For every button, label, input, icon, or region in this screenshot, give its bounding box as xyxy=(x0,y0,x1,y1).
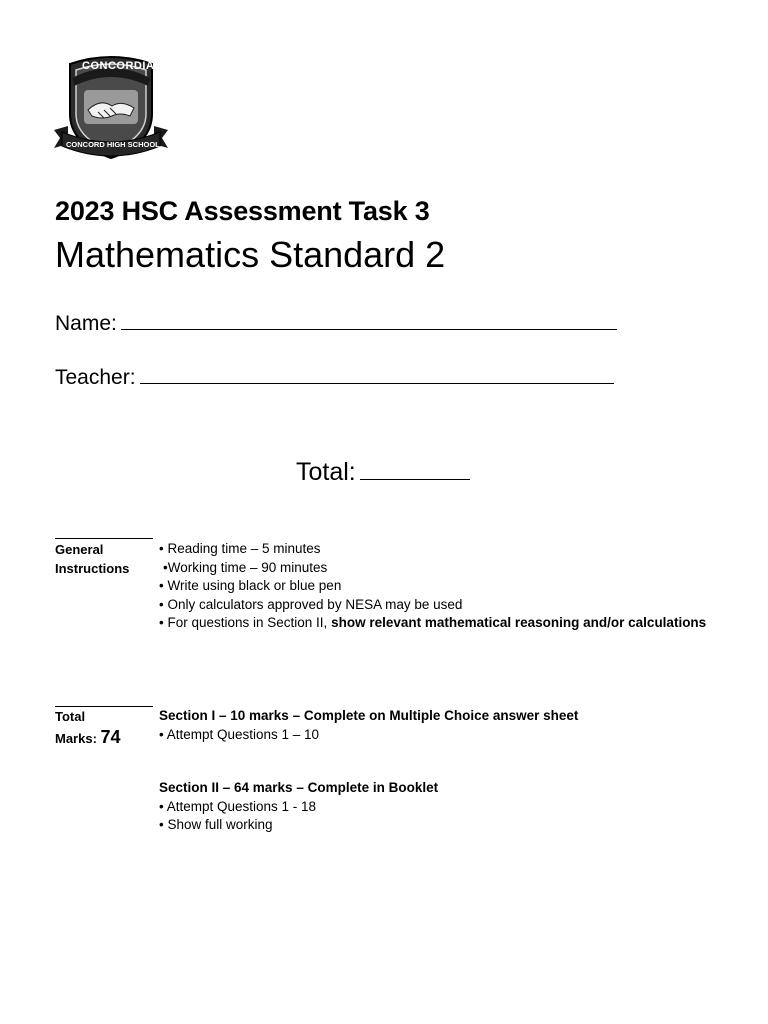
total-field[interactable] xyxy=(296,458,470,487)
section-2-item: • Attempt Questions 1 - 18 xyxy=(159,798,317,814)
instructions-rule xyxy=(55,538,153,539)
total-marks-label xyxy=(55,707,121,748)
instruction-item: •Working time – 90 minutes xyxy=(163,559,328,575)
instruction-item: • Reading time – 5 minutes xyxy=(159,541,321,556)
marks-label: Marks: xyxy=(55,731,97,746)
school-logo xyxy=(52,52,170,164)
general-label-line1: General xyxy=(55,542,104,557)
teacher-field[interactable] xyxy=(55,366,614,390)
name-line[interactable] xyxy=(121,328,617,330)
general-instructions-label xyxy=(55,540,129,578)
instruction-item: • Write using black or blue pen xyxy=(159,578,342,593)
task-title: 2023 HSC Assessment Task 3 xyxy=(55,196,430,226)
name-field[interactable] xyxy=(55,312,617,336)
teacher-label: Teacher: xyxy=(55,366,136,389)
total-marks-line1: Total xyxy=(55,709,86,724)
name-label: Name: xyxy=(55,312,117,335)
logo-top-text: CONCORDIA xyxy=(82,60,155,72)
total-marks-line2 xyxy=(55,728,121,748)
instruction-item: • Only calculators approved by NESA may be used xyxy=(159,596,463,612)
total-line[interactable] xyxy=(360,478,470,480)
teacher-line[interactable] xyxy=(140,382,614,384)
section-2-item: • Show full working xyxy=(159,817,273,832)
instruction-item xyxy=(159,614,706,633)
section-1-heading: Section I – 10 marks – Complete on Multiple Choice answer sheet xyxy=(159,708,579,723)
general-label-line2: Instructions xyxy=(55,561,130,576)
section-2-block xyxy=(159,779,438,835)
logo-bottom-text: CONCORD HIGH SCHOOL xyxy=(66,140,160,149)
general-instructions-list xyxy=(159,540,706,633)
instruction-item-bold: show relevant mathematical reasoning and/or calculations xyxy=(331,615,707,630)
total-label: Total: xyxy=(296,458,356,486)
section-2-heading: Section II – 64 marks – Complete in Booklet xyxy=(159,780,439,795)
instruction-item-prefix: • For questions in Section II, xyxy=(159,615,328,630)
subject-title: Mathematics Standard 2 xyxy=(55,234,446,275)
total-marks-value: 74 xyxy=(100,727,121,747)
section-1-item: • Attempt Questions 1 – 10 xyxy=(159,726,320,742)
section-1-block xyxy=(159,707,578,744)
